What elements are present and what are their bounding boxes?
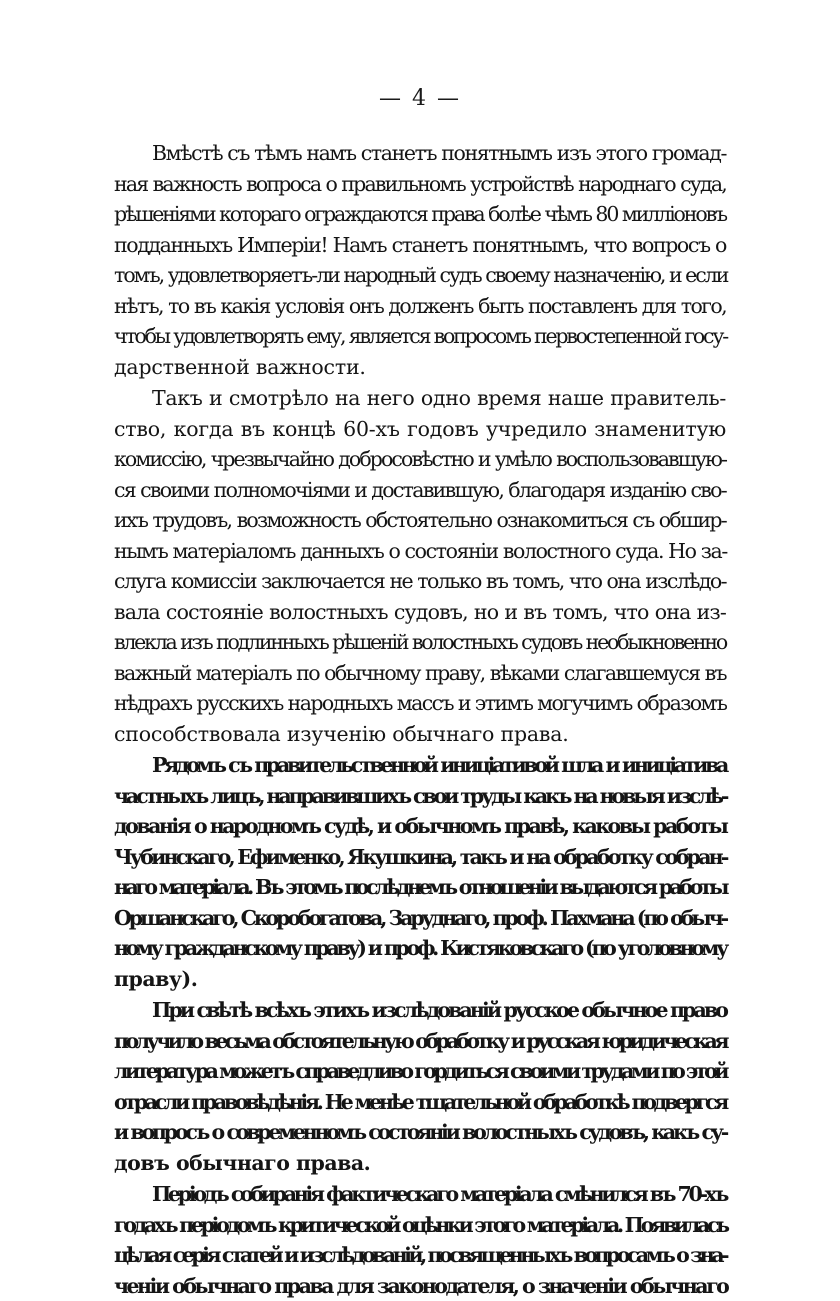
text-line: Оршанскаго, Скоробогатова, Заруднаго, проф. Пахмана (по обыч- <box>114 903 726 934</box>
text-line: ихъ трудовъ, возможность обстоятельно ознакомиться съ обшир- <box>114 505 726 536</box>
paragraph <box>114 995 726 1178</box>
text-line: нѣдрахъ русскихъ народныхъ массъ и этимъ могучимъ образомъ <box>114 688 726 719</box>
text-line: дованія о народномъ судѣ, и обычномъ правѣ, каковы работы <box>114 811 726 842</box>
text-line: При свѣтѣ всѣхъ этихъ изслѣдованій русское обычное право <box>114 995 726 1026</box>
paragraph <box>114 383 726 749</box>
text-line: частныхъ лицъ, направившихъ свои труды какъ на новыя изслѣ- <box>114 781 726 812</box>
text-line: нѣтъ, то въ какія условія онъ долженъ быть поставленъ для того, <box>114 291 726 322</box>
text-line: ному гражданскому праву) и проф. Кистяковскаго (по уголовному <box>114 933 726 964</box>
paragraph <box>114 138 726 382</box>
text-line: довъ обычнаго права. <box>114 1148 726 1179</box>
text-line: рѣшеніями котораго ограждаются права болѣе чѣмъ 80 милліоновъ <box>114 199 726 230</box>
text-line: дарственной важности. <box>114 352 726 383</box>
text-line: важный матеріалъ по обычному праву, вѣками слагавшемуся въ <box>114 658 726 689</box>
paragraph <box>114 750 726 994</box>
text-line: ченіи обычнаго права для законодателя, о значеніи обычнаго <box>114 1271 726 1301</box>
text-line: наго матеріала. Въ этомъ послѣднемъ отношеніи выдаются работы <box>114 872 726 903</box>
text-line: Періодъ собиранія фактическаго матеріала смѣнился въ 70-хъ <box>114 1179 726 1210</box>
text-line: праву). <box>114 964 726 995</box>
paragraph <box>114 1179 726 1301</box>
page-number: — 4 — <box>0 86 840 111</box>
text-line: ся своими полномочіями и доставившую, благодаря изданію сво- <box>114 475 726 506</box>
text-line: получило весьма обстоятельную обработку и русская юридическая <box>114 1026 726 1057</box>
text-line: ная важность вопроса о правильномъ устройствѣ народнаго суда, <box>114 169 726 200</box>
text-line: и вопросъ о современномъ состояніи волостныхъ судовъ, какъ су- <box>114 1117 726 1148</box>
text-line: цѣлая серія статей и изслѣдованій, посвященныхъ вопросамъ о зна- <box>114 1240 726 1271</box>
text-line: влекла изъ подлинныхъ рѣшеній волостныхъ судовъ необыкновенно <box>114 627 726 658</box>
text-line: комиссію, чрезвычайно добросовѣстно и умѣло воспользовавшую- <box>114 444 726 475</box>
text-line: Вмѣстѣ съ тѣмъ намъ станетъ понятнымъ изъ этого громад- <box>114 138 726 169</box>
text-line: вала состояніе волостныхъ судовъ, но и въ томъ, что она из- <box>114 597 726 628</box>
text-line: чтобы удовлетворять ему, является вопросомъ первостепенной госу- <box>114 321 726 352</box>
text-line: слуга комиссіи заключается не только въ томъ, что она изслѣдо- <box>114 566 726 597</box>
text-line: отрасли правовѣдѣнія. Не менѣе тщательной обработкѣ подвергся <box>114 1087 726 1118</box>
text-line: Рядомъ съ правительственной иниціативой шла и иниціатива <box>114 750 726 781</box>
text-line: Чубинскаго, Ефименко, Якушкина, такъ и на обработку собран- <box>114 842 726 873</box>
text-line: томъ, удовлетворяетъ-ли народный судъ своему назначенію, и если <box>114 260 726 291</box>
text-line: годахъ періодомъ критической оцѣнки этого матеріала. Появилась <box>114 1210 726 1241</box>
text-line: Такъ и смотрѣло на него одно время наше правитель- <box>114 383 726 414</box>
text-line: нымъ матеріаломъ данныхъ о состояніи волостного суда. Но за- <box>114 536 726 567</box>
text-line: ство, когда въ концѣ 60-хъ годовъ учредило знаменитую <box>114 414 726 445</box>
text-line: литература можетъ справедливо гордиться своими трудами по этой <box>114 1056 726 1087</box>
text-line: подданныхъ Имперіи! Намъ станетъ понятнымъ, что вопросъ о <box>114 230 726 261</box>
body-text <box>114 138 726 1301</box>
text-line: способствовала изученію обычнаго права. <box>114 719 726 750</box>
